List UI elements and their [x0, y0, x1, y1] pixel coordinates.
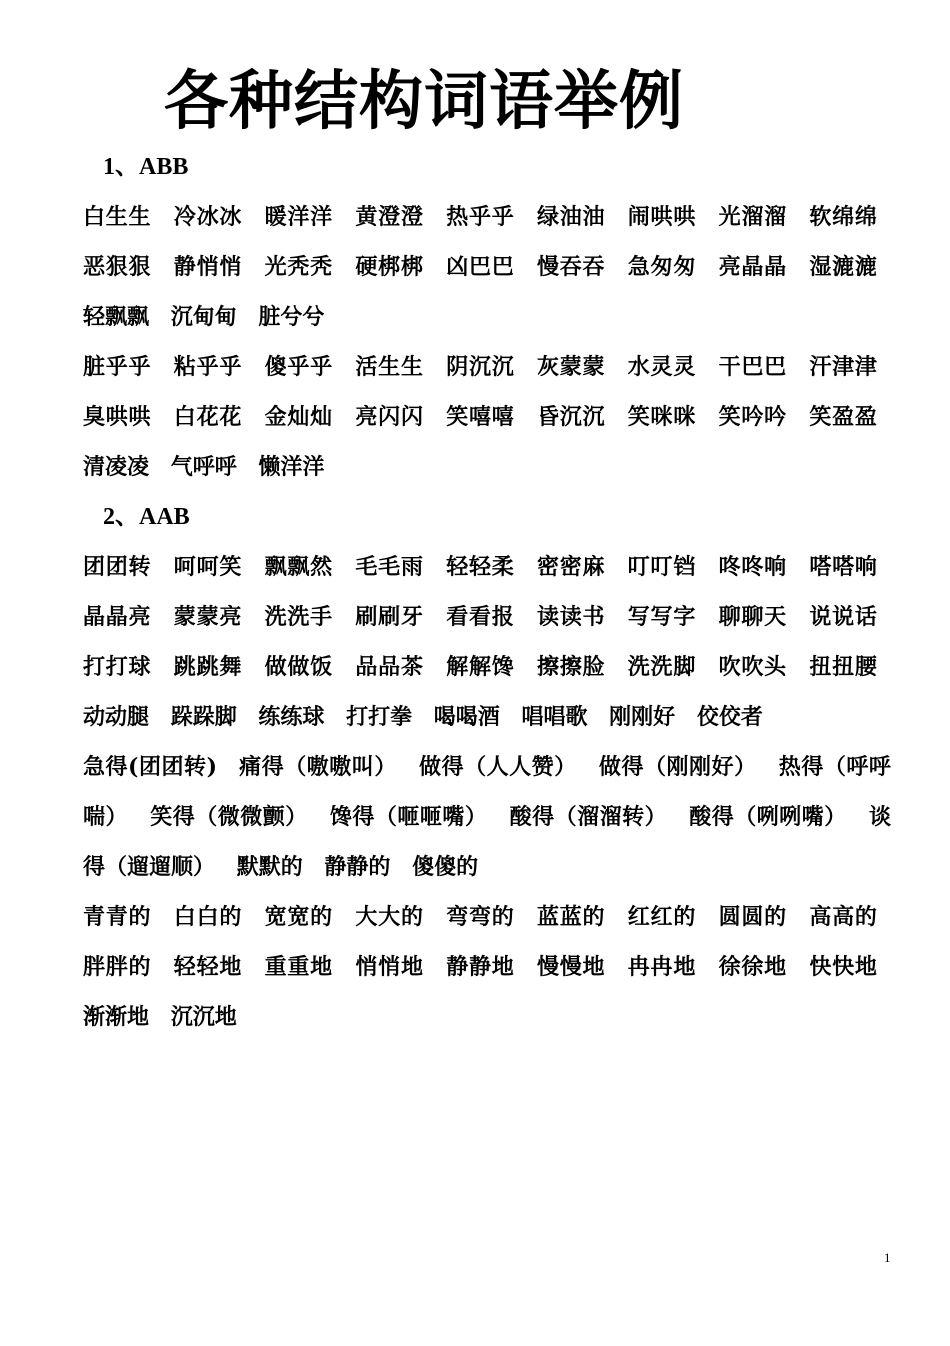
- word-item: 慢慢地: [536, 954, 606, 980]
- word-item: 白生生: [83, 204, 152, 230]
- word-item: 胖胖的: [83, 954, 152, 980]
- word-item: 扭扭腰: [809, 654, 877, 680]
- word-item: 轻飘飘: [83, 304, 150, 330]
- word-item: 恶狠狠: [83, 254, 152, 280]
- word-item: 光溜溜: [718, 204, 787, 230]
- word-item: 解解馋: [446, 654, 515, 680]
- word-item: 弯弯的: [446, 904, 515, 930]
- word-item: 蒙蒙亮: [173, 604, 243, 630]
- word-item: 打打球: [83, 654, 152, 680]
- word-item: 吹吹头: [718, 654, 787, 680]
- word-item: 傻乎乎: [264, 354, 333, 380]
- word-item: 渐渐地: [83, 1004, 150, 1030]
- word-item: 嗒嗒响: [809, 554, 877, 580]
- word-item: 密密麻: [536, 554, 606, 580]
- word-item: 跳跳舞: [173, 654, 243, 680]
- word-item: 高高的: [809, 904, 877, 930]
- word-item: 冷冰冰: [173, 204, 243, 230]
- word-item: 打打拳: [346, 704, 413, 730]
- word-item: 闹哄哄: [627, 204, 697, 230]
- word-item: 刷刷牙: [355, 604, 424, 630]
- word-item: 活生生: [355, 354, 424, 380]
- word-item: 暖洋洋: [264, 204, 333, 230]
- word-item: 笑嘻嘻: [446, 404, 515, 430]
- section-heading-aab: 2、AAB: [103, 504, 190, 530]
- word-item: 动动腿: [83, 704, 150, 730]
- word-item: 软绵绵: [809, 204, 877, 230]
- word-item: 喝喝酒: [433, 704, 500, 730]
- word-item: 青青的: [83, 904, 152, 930]
- word-item: 轻轻地: [173, 954, 243, 980]
- word-item: 笑咪咪: [627, 404, 697, 430]
- word-item: 气呼呼: [170, 454, 237, 480]
- word-item: 干巴巴: [718, 354, 787, 380]
- word-item: 咚咚响: [718, 554, 787, 580]
- word-item: 唱唱歌: [521, 704, 588, 730]
- word-item: 笑吟吟: [718, 404, 787, 430]
- word-item: 重重地: [264, 954, 333, 980]
- word-list-paragraph: [83, 892, 891, 1042]
- word-item: 光秃秃: [264, 254, 333, 280]
- word-item: 毛毛雨: [355, 554, 424, 580]
- word-item: 擦擦脸: [536, 654, 606, 680]
- word-item: 昏沉沉: [536, 404, 606, 430]
- word-item: 洗洗脚: [627, 654, 697, 680]
- word-item: 热得（呼呼喘）: [83, 754, 891, 830]
- word-list-paragraph: [83, 742, 891, 892]
- word-item: 圆圆的: [718, 904, 787, 930]
- word-item: 默默的: [236, 854, 303, 880]
- word-item: 做做饭: [264, 654, 333, 680]
- word-item: 徐徐地: [718, 954, 787, 980]
- word-item: 急匆匆: [627, 254, 697, 280]
- word-item: 洗洗手: [264, 604, 333, 630]
- word-item: 做得（刚刚好）: [598, 754, 757, 780]
- word-item: 叮叮铛: [627, 554, 697, 580]
- word-item: 阴沉沉: [446, 354, 515, 380]
- word-item: 快快地: [809, 954, 877, 980]
- word-item: 酸得（咧咧嘴）: [689, 804, 847, 830]
- word-item: 笑得（微微颤）: [150, 804, 308, 830]
- page-title: 各种结构词语举例: [164, 65, 684, 139]
- section-heading-abb: 1、ABB: [103, 154, 189, 180]
- word-item: 冉冉地: [627, 954, 697, 980]
- word-item: 热乎乎: [446, 204, 515, 230]
- word-item: 飘飘然: [264, 554, 333, 580]
- word-item: 傻傻的: [412, 854, 479, 880]
- word-item: 脏兮兮: [258, 304, 325, 330]
- word-item: 佼佼者: [696, 704, 763, 730]
- word-item: 清凌凌: [83, 454, 150, 480]
- word-item: 团团转: [83, 554, 152, 580]
- word-item: 静静的: [324, 854, 391, 880]
- word-item: 跺跺脚: [170, 704, 237, 730]
- word-item: 亮晶晶: [718, 254, 787, 280]
- word-list-paragraph: [83, 342, 891, 492]
- word-item: 看看报: [446, 604, 515, 630]
- word-item: 酸得（溜溜转）: [509, 804, 668, 830]
- word-item: 谈得（遛遛顺）: [83, 804, 891, 880]
- word-item: 亮闪闪: [355, 404, 424, 430]
- word-item: 晶晶亮: [83, 604, 152, 630]
- page-number: 1: [884, 1250, 891, 1265]
- word-item: 红红的: [627, 904, 697, 930]
- word-item: 沉沉地: [170, 1004, 237, 1030]
- word-item: 悄悄地: [355, 954, 424, 980]
- word-item: 练练球: [258, 704, 325, 730]
- word-item: 说说话: [809, 604, 877, 630]
- word-item: 读读书: [536, 604, 606, 630]
- word-item: 慢吞吞: [536, 254, 606, 280]
- word-item: 水灵灵: [627, 354, 697, 380]
- word-item: 笑盈盈: [809, 404, 877, 430]
- word-item: 静悄悄: [173, 254, 243, 280]
- word-item: 品品茶: [355, 654, 424, 680]
- word-item: 馋得（咂咂嘴）: [329, 804, 488, 830]
- word-item: 沉甸甸: [170, 304, 237, 330]
- word-item: 聊聊天: [718, 604, 787, 630]
- word-item: 脏乎乎: [83, 354, 152, 380]
- word-item: 宽宽的: [264, 904, 333, 930]
- word-item: 绿油油: [536, 204, 606, 230]
- word-item: 做得（人人赞）: [419, 754, 577, 780]
- word-item: 硬梆梆: [355, 254, 424, 280]
- word-item: 凶巴巴: [446, 254, 515, 280]
- word-list-paragraph: [83, 542, 891, 742]
- word-item: 懒洋洋: [258, 454, 325, 480]
- word-item: 粘乎乎: [173, 354, 243, 380]
- word-item: 大大的: [355, 904, 424, 930]
- word-item: 金灿灿: [264, 404, 333, 430]
- word-item: 轻轻柔: [446, 554, 515, 580]
- word-item: 臭哄哄: [83, 404, 152, 430]
- word-item: 静静地: [446, 954, 515, 980]
- word-item: 痛得（嗷嗷叫）: [239, 754, 397, 780]
- word-item: 湿漉漉: [809, 254, 877, 280]
- word-item: 灰蒙蒙: [536, 354, 606, 380]
- word-item: 黄澄澄: [355, 204, 424, 230]
- word-item: 呵呵笑: [173, 554, 243, 580]
- word-item: 刚刚好: [609, 704, 676, 730]
- word-item: 急得(团团转): [83, 754, 217, 780]
- word-list-paragraph: [83, 192, 891, 342]
- word-item: 汗津津: [809, 354, 877, 380]
- word-item: 白花花: [173, 404, 243, 430]
- document-body: [83, 142, 891, 1042]
- word-item: 写写字: [627, 604, 697, 630]
- word-item: 白白的: [173, 904, 243, 930]
- word-item: 蓝蓝的: [536, 904, 606, 930]
